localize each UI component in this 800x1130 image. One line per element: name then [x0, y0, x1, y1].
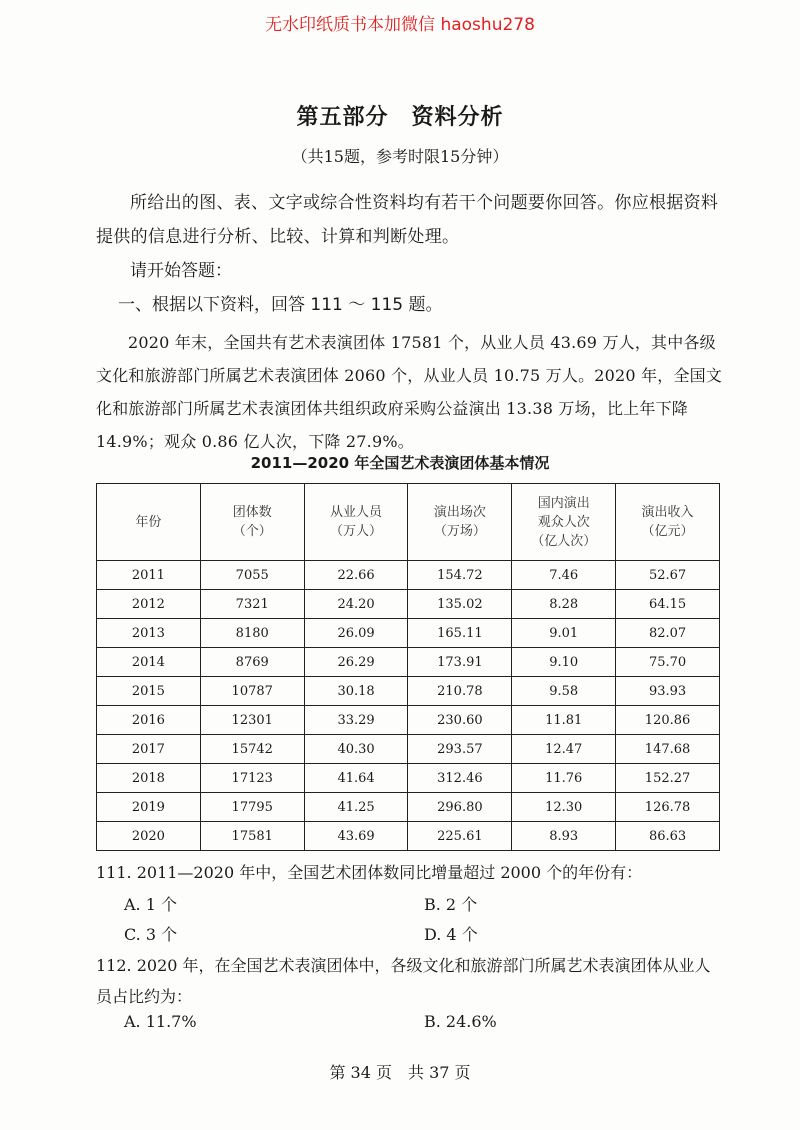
header-line: 国内演出 [537, 495, 590, 511]
header-line: 演出收入 [641, 505, 694, 520]
value-cell: 8.28 [512, 590, 616, 619]
year-cell: 2014 [97, 648, 201, 677]
table-row [97, 677, 720, 706]
question-111-option-c[interactable]: C. 3 个 [124, 925, 178, 944]
question-112-stem: 112. 2020 年，在全国艺术表演团体中，各级文化和旅游部门所属艺术表演团体从业人员占比约为： [96, 956, 711, 1006]
table-row [97, 735, 720, 764]
header-line: 观众人次 [537, 514, 590, 530]
value-cell: 17795 [200, 793, 304, 822]
question-111-option-a[interactable]: A. 1 个 [124, 895, 177, 914]
value-cell: 9.01 [512, 619, 616, 648]
header-line: 团体数 [232, 505, 272, 520]
year-cell: 2015 [97, 677, 201, 706]
value-cell: 296.80 [408, 793, 512, 822]
value-cell: 135.02 [408, 590, 512, 619]
value-cell: 86.63 [616, 822, 720, 851]
value-cell: 230.60 [408, 706, 512, 735]
value-cell: 7.46 [512, 561, 616, 590]
question-111-stem: 111. 2011—2020 年中，全国艺术团体数同比增量超过 2000 个的年份有： [96, 863, 643, 882]
table-header-row [97, 484, 720, 561]
value-cell: 8769 [200, 648, 304, 677]
table-header-cell [304, 484, 408, 561]
value-cell: 173.91 [408, 648, 512, 677]
value-cell: 41.64 [304, 764, 408, 793]
value-cell: 12.47 [512, 735, 616, 764]
value-cell: 52.67 [616, 561, 720, 590]
year-cell: 2013 [97, 619, 201, 648]
table-body [97, 561, 720, 851]
value-cell: 43.69 [304, 822, 408, 851]
header-line: 从业人员 [330, 505, 383, 520]
header-line: （个） [232, 524, 272, 539]
value-cell: 40.30 [304, 735, 408, 764]
table-row [97, 648, 720, 677]
start-prompt: 请开始答题： [130, 261, 232, 281]
header-line: （万人） [330, 524, 383, 539]
header-line: 年份 [135, 514, 162, 530]
value-cell: 9.10 [512, 648, 616, 677]
value-cell: 41.25 [304, 793, 408, 822]
header-line: 演出场次 [433, 505, 486, 520]
value-cell: 17123 [200, 764, 304, 793]
value-cell: 7321 [200, 590, 304, 619]
table-header-cell [97, 484, 201, 561]
table-row [97, 706, 720, 735]
table-header-cell [616, 484, 720, 561]
value-cell: 152.27 [616, 764, 720, 793]
table-row [97, 619, 720, 648]
part-heading: 一、根据以下资料，回答 111 ～ 115 题。 [118, 295, 443, 315]
question-111-option-d[interactable]: D. 4 个 [424, 925, 478, 944]
value-cell: 24.20 [304, 590, 408, 619]
question-112-option-a[interactable]: A. 11.7% [124, 1012, 197, 1031]
instructions-paragraph: 所给出的图、表、文字或综合性资料均有若干个问题要你回答。你应根据资料提供的信息进行分析、比较、计算和判断处理。 [96, 193, 719, 247]
value-cell: 8.93 [512, 822, 616, 851]
value-cell: 75.70 [616, 648, 720, 677]
value-cell: 120.86 [616, 706, 720, 735]
value-cell: 82.07 [616, 619, 720, 648]
value-cell: 225.61 [408, 822, 512, 851]
value-cell: 64.15 [616, 590, 720, 619]
table-header-cell [200, 484, 304, 561]
value-cell: 293.57 [408, 735, 512, 764]
table-row [97, 764, 720, 793]
value-cell: 93.93 [616, 677, 720, 706]
value-cell: 8180 [200, 619, 304, 648]
value-cell: 30.18 [304, 677, 408, 706]
value-cell: 312.46 [408, 764, 512, 793]
value-cell: 17581 [200, 822, 304, 851]
year-cell: 2016 [97, 706, 201, 735]
value-cell: 126.78 [616, 793, 720, 822]
table-row [97, 822, 720, 851]
value-cell: 12301 [200, 706, 304, 735]
header-line: （万场） [433, 524, 486, 539]
value-cell: 15742 [200, 735, 304, 764]
year-cell: 2020 [97, 822, 201, 851]
value-cell: 11.76 [512, 764, 616, 793]
value-cell: 11.81 [512, 706, 616, 735]
value-cell: 33.29 [304, 706, 408, 735]
value-cell: 9.58 [512, 677, 616, 706]
year-cell: 2018 [97, 764, 201, 793]
value-cell: 147.68 [616, 735, 720, 764]
year-cell: 2012 [97, 590, 201, 619]
question-112-option-b[interactable]: B. 24.6% [424, 1012, 497, 1031]
value-cell: 26.29 [304, 648, 408, 677]
material-paragraph: 2020 年末，全国共有艺术表演团体 17581 个，从业人员 43.69 万人，其中各级文化和旅游部门所属艺术表演团体 2060 个，从业人员 10.75 万人。2020 年，全国文化和旅游部门所属艺术表演团体共组织政府采购公益演出 13.38 万场，比上年下降 14.9%；观众 0.86 亿人次，下降 27.9%。 [96, 333, 723, 451]
value-cell: 10787 [200, 677, 304, 706]
header-line: （亿元） [641, 524, 694, 539]
page-footer: 第 34 页 共 37 页 [329, 1063, 471, 1082]
question-111-option-b[interactable]: B. 2 个 [424, 895, 478, 914]
year-cell: 2019 [97, 793, 201, 822]
data-table [96, 483, 720, 851]
value-cell: 210.78 [408, 677, 512, 706]
year-cell: 2017 [97, 735, 201, 764]
table-row [97, 561, 720, 590]
watermark-text: 无水印纸质书本加微信 haoshu278 [265, 15, 535, 35]
table-row [97, 793, 720, 822]
table-header-cell [408, 484, 512, 561]
table-title: 2011—2020 年全国艺术表演团体基本情况 [250, 454, 550, 472]
section-title: 第五部分 资料分析 [296, 105, 504, 130]
year-cell: 2011 [97, 561, 201, 590]
header-line: （亿人次） [531, 533, 597, 549]
value-cell: 154.72 [408, 561, 512, 590]
table-header-cell [512, 484, 616, 561]
table-row [97, 590, 720, 619]
value-cell: 26.09 [304, 619, 408, 648]
value-cell: 12.30 [512, 793, 616, 822]
section-subtitle: （共15题，参考时限15分钟） [291, 147, 509, 166]
value-cell: 22.66 [304, 561, 408, 590]
value-cell: 165.11 [408, 619, 512, 648]
value-cell: 7055 [200, 561, 304, 590]
